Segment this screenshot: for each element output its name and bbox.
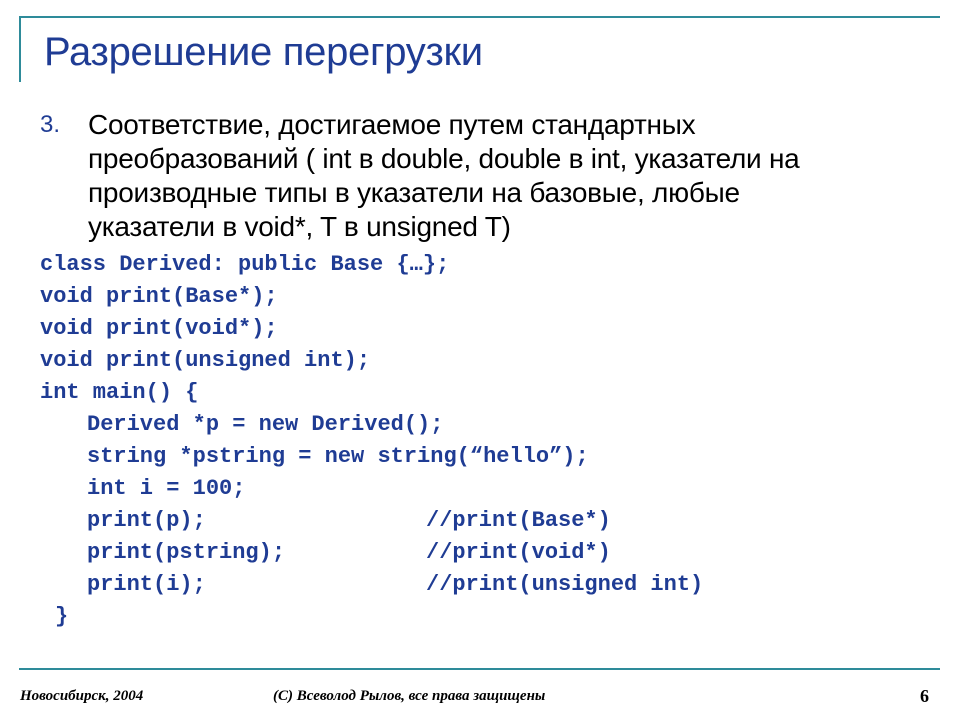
- item-line: преобразований ( int в double, double в int, указатели на: [88, 143, 800, 174]
- item-line: производные типы в указатели на базовые, любые: [88, 177, 740, 208]
- code-text: print(pstring);: [87, 540, 286, 565]
- code-line: [40, 441, 589, 473]
- item-line: Соответствие, достигаемое путем стандартных: [88, 109, 696, 140]
- code-line: [40, 601, 589, 633]
- code-block: [40, 249, 704, 633]
- code-text: void print(unsigned int);: [40, 348, 371, 373]
- code-text: int main() {: [40, 380, 199, 405]
- slide-title: Разрешение перегрузки: [44, 30, 483, 74]
- code-line: [40, 345, 589, 377]
- code-text: print(i);: [87, 572, 206, 597]
- code-comment: //print(unsigned int): [426, 572, 704, 597]
- code-line: [40, 313, 589, 345]
- code-text: int i = 100;: [87, 476, 246, 501]
- page-number: 6: [920, 686, 929, 706]
- top-left-rule: [19, 16, 21, 82]
- code-text: print(p);: [87, 508, 206, 533]
- code-line: [40, 569, 704, 601]
- code-line: [40, 409, 589, 441]
- code-text: string *pstring = new string(“hello”);: [87, 444, 589, 469]
- bottom-rule: [19, 668, 940, 670]
- item-line: указатели в void*, T в unsigned T): [88, 211, 511, 242]
- item-number: 3.: [40, 111, 61, 138]
- code-line: [40, 505, 611, 537]
- code-line: [40, 537, 611, 569]
- code-line: [40, 377, 589, 409]
- footer-location: Новосибирск, 2004: [20, 688, 144, 704]
- footer-copyright: (C) Всеволод Рылов, все права защищены: [273, 688, 546, 704]
- top-rule: [19, 16, 940, 18]
- code-line: [40, 249, 589, 281]
- item-text: [88, 108, 938, 244]
- code-text: void print(Base*);: [40, 284, 278, 309]
- code-comment: //print(void*): [426, 540, 611, 565]
- code-line: [40, 281, 589, 313]
- code-text: void print(void*);: [40, 316, 278, 341]
- code-line: [40, 473, 589, 505]
- code-text: class Derived: public Base {…};: [40, 252, 450, 277]
- code-text: Derived *p = new Derived();: [87, 412, 444, 437]
- code-text: }: [55, 604, 69, 629]
- code-comment: //print(Base*): [426, 508, 611, 533]
